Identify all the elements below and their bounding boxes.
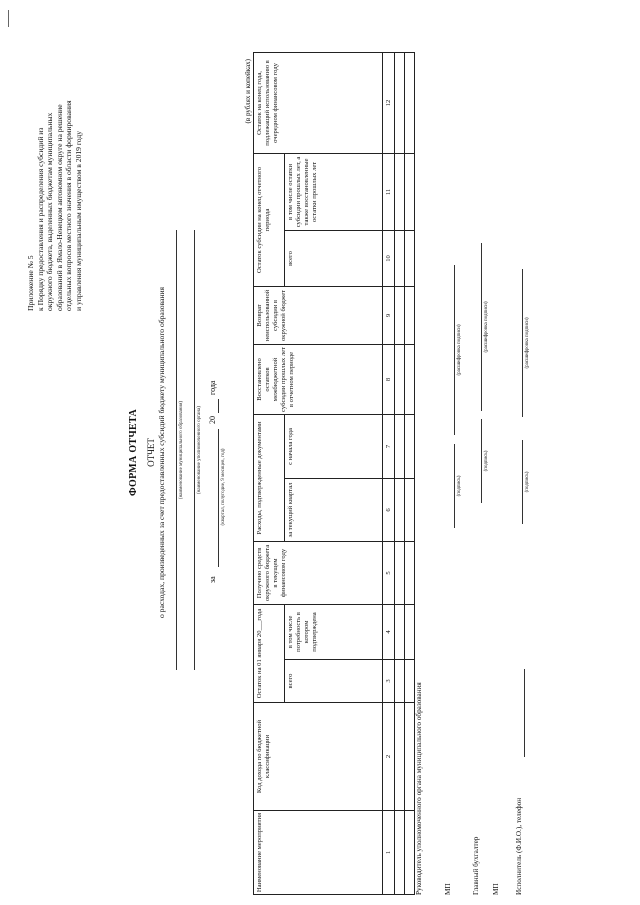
sig-executor-decode-line <box>522 269 523 417</box>
authorized-body-line <box>194 230 195 670</box>
col-number: 6 <box>383 478 395 541</box>
appendix-note <box>26 100 84 311</box>
appendix-line: Приложение № 5 <box>26 255 35 311</box>
empty-cell <box>395 660 405 703</box>
empty-cell <box>395 604 405 659</box>
sig-head-decode-caption: (расшифровка подписи) <box>457 324 462 376</box>
period-god: года <box>208 380 217 395</box>
col-number: 8 <box>383 344 395 414</box>
empty-cell <box>395 811 405 895</box>
empty-cell <box>405 478 415 541</box>
empty-cell <box>405 703 415 811</box>
period-za: за <box>208 576 217 583</box>
empty-cell <box>395 478 405 541</box>
header-balance-end: Остаток субсидии на конец отчетного периода <box>254 153 285 286</box>
empty-cell <box>395 344 405 414</box>
header-need: в том числе потребность в котором подтверждена <box>285 604 383 659</box>
sig-executor-sign-caption: (подпись) <box>525 471 530 493</box>
empty-cell <box>405 344 415 414</box>
header-remaining: Остаток на конец года, подлежащий использованию в очередном финансовом году <box>254 52 383 153</box>
col-number: 3 <box>383 660 395 703</box>
header-code: Код дохода по бюджетной классификации <box>254 703 383 811</box>
appendix-line: и управления муниципальным имуществом в 2019 году <box>73 130 83 311</box>
period-line <box>218 429 219 567</box>
empty-cell <box>405 153 415 230</box>
appendix-line: образований в Ямало-Ненецком автономном округе на решение <box>54 104 64 311</box>
municipality-line <box>176 230 177 670</box>
sig-head-label: Руководитель уполномоченного органа муниципального образования <box>415 682 423 895</box>
sig-executor-phone-line <box>524 669 525 757</box>
sig-executor-decode-caption: (расшифровка подписи) <box>525 317 530 369</box>
appendix-line: отдельных вопросов местного значения в области формирования <box>64 100 74 311</box>
col-number: 1 <box>383 811 395 895</box>
sig-executor-sign-line <box>522 440 523 524</box>
header-end-incl: в том числе остатки субсидии прошлых лет, а также восстановленные остатки прошлых лет <box>285 153 383 230</box>
empty-cell <box>405 286 415 344</box>
corner-mark <box>8 10 9 27</box>
year-prefix: 20 <box>208 416 217 424</box>
authorized-body-caption: (наименование уполномоченного органа) <box>197 406 202 494</box>
col-number: 7 <box>383 414 395 478</box>
header-row-1 <box>254 52 285 894</box>
sig-executor-label: Исполнитель (Ф.И.О.), телефон <box>515 797 523 895</box>
header-balance-start: Остаток на 01 января 20___года <box>254 604 285 702</box>
units-note: (в рублях и копейках) <box>244 59 252 124</box>
empty-cell <box>405 414 415 478</box>
col-number: 9 <box>383 286 395 344</box>
col-number: 2 <box>383 703 395 811</box>
header-received: Получено средств окружного бюджета в текущем финансовом году <box>254 541 383 604</box>
empty-row <box>405 52 415 894</box>
empty-cell <box>405 541 415 604</box>
sig-head-sign-caption: (подпись) <box>457 475 462 497</box>
empty-cell <box>395 52 405 153</box>
empty-cell <box>395 541 405 604</box>
municipality-caption: (наименование муниципального образования) <box>179 400 184 500</box>
empty-cell <box>405 660 415 703</box>
header-expenses: Расходы, подтвержденные документами <box>254 414 285 541</box>
period-caption: (квартал, полугодие, 9 месяцев, год) <box>221 448 226 526</box>
sig-head-decode-line <box>454 265 455 435</box>
empty-cell <box>405 230 415 286</box>
empty-cell <box>395 703 405 811</box>
sig-mp-2: МП <box>492 883 500 895</box>
sig-accountant-decode-line <box>481 243 482 411</box>
sig-head-sign-line <box>454 444 455 528</box>
empty-cell <box>405 811 415 895</box>
empty-row <box>395 52 405 894</box>
header-total: всего <box>285 660 383 703</box>
empty-cell <box>395 414 405 478</box>
sig-accountant-label: Главный бухгалтер <box>472 836 480 895</box>
col-number: 5 <box>383 541 395 604</box>
empty-cell <box>395 230 405 286</box>
sig-mp-1: МП <box>444 883 452 895</box>
empty-cell <box>405 52 415 153</box>
header-exp-quarter: за текущий квартал <box>285 478 383 541</box>
report-heading: ОТЧЕТ <box>146 438 156 467</box>
header-returned: Возврат неиспользованной субсидии в окружной бюджет <box>254 286 383 344</box>
header-end-total: всего <box>285 230 383 286</box>
sig-accountant-decode-caption: (расшифровка подписи) <box>484 301 489 353</box>
header-restored: Восстановлено остатков межбюджетной субсидии прошлых лет в отчетном периоде <box>254 344 383 414</box>
col-number: 4 <box>383 604 395 659</box>
col-number: 11 <box>383 153 395 230</box>
appendix-line: окружного бюджета, выделенных бюджетам муниципальных <box>45 112 55 311</box>
appendix-line: к Порядку предоставления и распределения субсидий из <box>35 127 45 311</box>
col-number: 10 <box>383 230 395 286</box>
empty-cell <box>395 286 405 344</box>
report-table <box>253 52 415 895</box>
number-row <box>383 52 395 894</box>
header-exp-year: с начала года <box>285 414 383 478</box>
col-number: 12 <box>383 52 395 153</box>
sig-accountant-sign-caption: (подпись) <box>484 450 489 472</box>
empty-cell <box>405 604 415 659</box>
header-name: Наименование мероприятия <box>254 811 383 895</box>
report-subject: о расходах, произведенных за счет предоставленных субсидий бюджету муниципального образования <box>157 286 166 619</box>
empty-cell <box>395 153 405 230</box>
sig-accountant-sign-line <box>481 419 482 503</box>
year-line <box>218 399 219 413</box>
form-title: ФОРМА ОТЧЕТА <box>128 408 139 497</box>
